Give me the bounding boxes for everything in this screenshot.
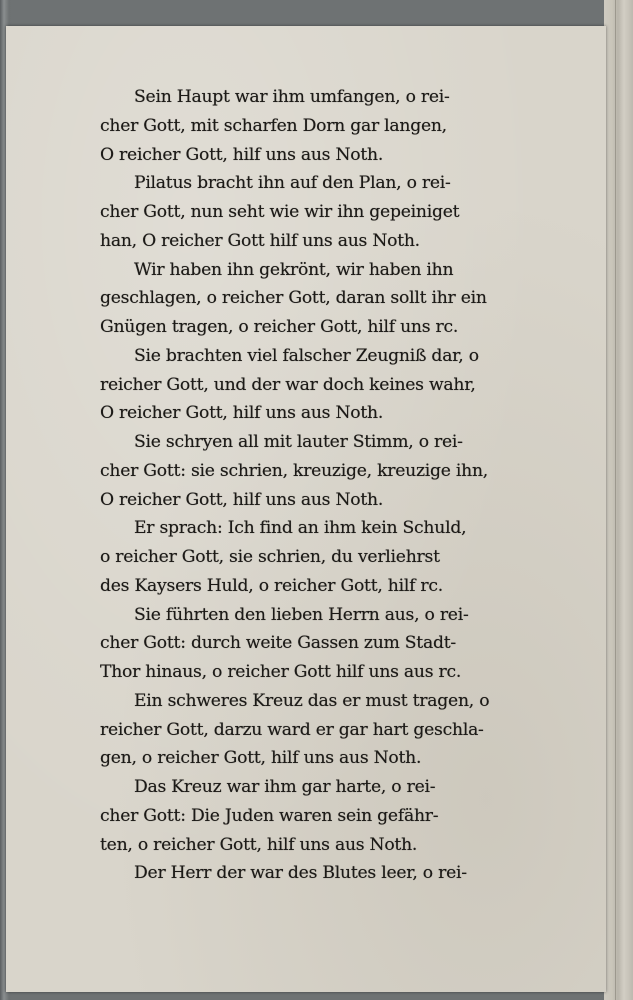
- text-line: O reicher Gott, hilf uns aus Noth.: [100, 489, 384, 510]
- text-line: Er sprach: Ich find an ihm kein Schuld,: [134, 518, 467, 539]
- text-line: ten, o reicher Gott, hilf uns aus Noth.: [100, 834, 418, 855]
- text-line: Das Kreuz war ihm gar harte, o rei-: [134, 777, 436, 797]
- text-line: Pilatus bracht ihn auf den Plan, o rei-: [134, 173, 451, 194]
- text-line: cher Gott: Die Juden waren sein gefähr-: [100, 805, 439, 826]
- text-line: reicher Gott, darzu ward er gar hart geschla-: [100, 719, 484, 740]
- text-line: Wir haben ihn gekrönt, wir haben ihn: [134, 259, 454, 280]
- text-line: Sie schryen all mit lauter Stimm, o rei-: [134, 432, 463, 452]
- text-line: des Kaysers Huld, o reicher Gott, hilf rc.: [100, 575, 443, 596]
- text-line: O reicher Gott, hilf uns aus Noth.: [100, 144, 384, 165]
- text-line: han, O reicher Gott hilf uns aus Noth.: [100, 230, 420, 251]
- text-line: Sie führten den lieben Herrn aus, o rei-: [134, 604, 469, 625]
- text-line: Sie brachten viel falscher Zeugniß dar, o: [134, 345, 479, 366]
- text-line: Gnügen tragen, o reicher Gott, hilf uns rc.: [100, 317, 459, 337]
- text-line: o reicher Gott, sie schrien, du verliehrst: [100, 547, 440, 567]
- hymn-text-block: [100, 83, 578, 888]
- text-line: cher Gott: sie schrien, kreuzige, kreuzige ihn,: [100, 460, 488, 481]
- text-line: cher Gott: durch weite Gassen zum Stadt-: [100, 633, 456, 654]
- text-line: cher Gott, nun seht wie wir ihn gepeiniget: [100, 202, 460, 222]
- text-line: gen, o reicher Gott, hilf uns aus Noth.: [100, 748, 422, 769]
- text-line: Sein Haupt war ihm umfangen, o rei-: [134, 87, 450, 107]
- text-line: O reicher Gott, hilf uns aus Noth.: [100, 403, 384, 424]
- text-line: Thor hinaus, o reicher Gott hilf uns aus rc.: [100, 662, 462, 682]
- facing-page-edge: [604, 0, 633, 1000]
- text-line: Ein schweres Kreuz das er must tragen, o: [134, 690, 490, 711]
- text-line: cher Gott, mit scharfen Dorn gar langen,: [100, 115, 447, 136]
- text-line: reicher Gott, und der war doch keines wahr,: [100, 374, 476, 395]
- text-line: geschlagen, o reicher Gott, daran sollt ihr ein: [100, 288, 487, 309]
- text-line: Der Herr der war des Blutes leer, o rei-: [134, 863, 467, 884]
